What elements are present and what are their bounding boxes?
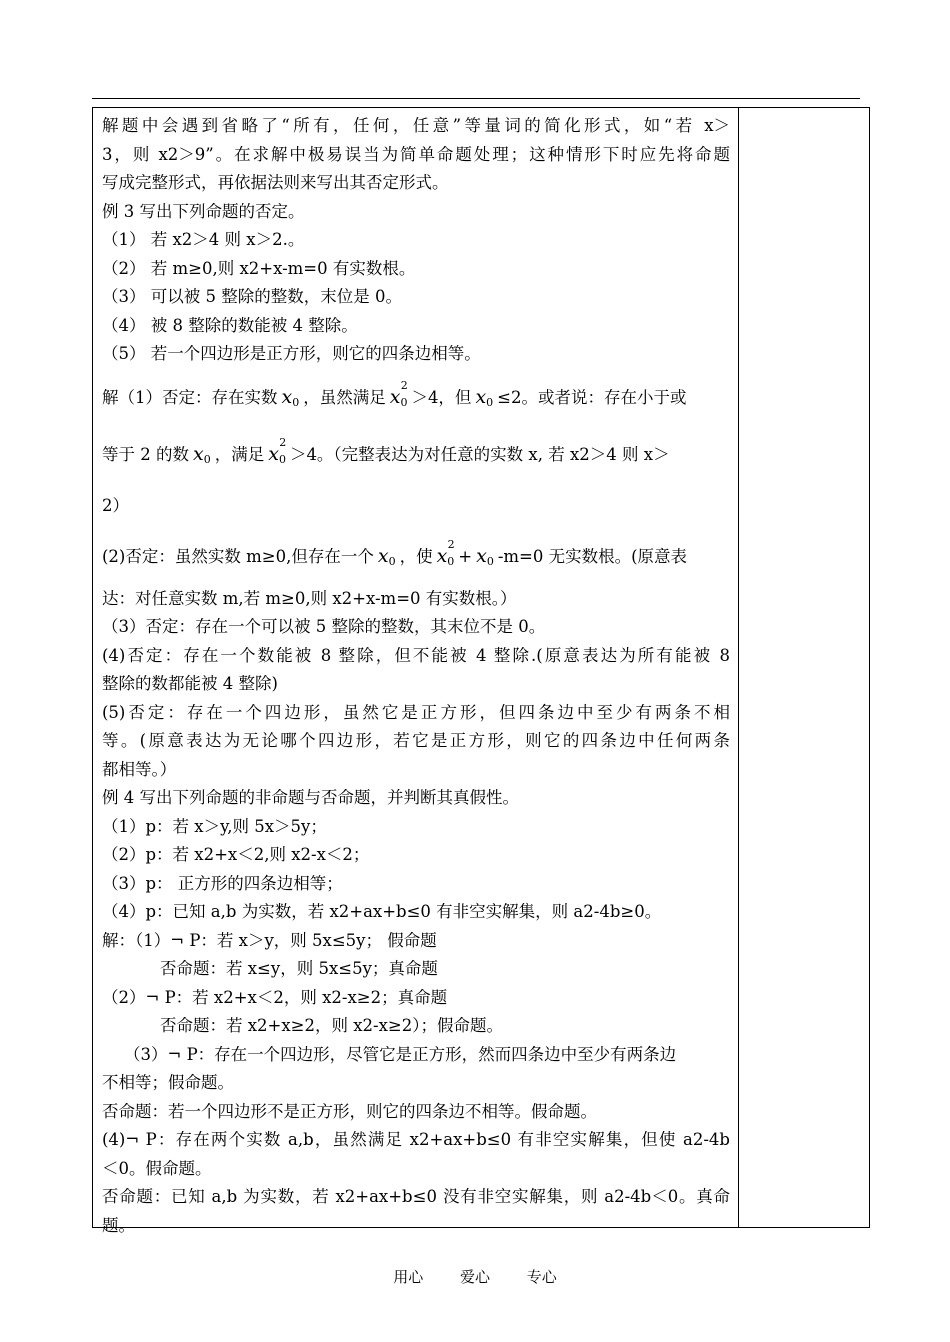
- list-item: （2）p：若 x2+x＜2,则 x2-x＜2；: [102, 845, 370, 864]
- math-var: x: [436, 544, 448, 567]
- text-line: 否命题：若 x≤y，则 5x≤5y；真命题: [160, 959, 438, 978]
- math-sub: 0: [278, 452, 286, 466]
- text-line: 等。(原意表达为无论哪个四边形，若它是正方形，则它的四条边中任何两条: [102, 731, 730, 750]
- text-line: 写成完整形式，再依据法则来写出其否定形式。: [102, 173, 449, 192]
- math-sup: 2: [279, 435, 287, 449]
- x0-squared-formula: [268, 426, 286, 485]
- text-span: ，使: [399, 546, 433, 566]
- text-line: 3，则 x2＞9”。在求解中极易误当为简单命题处理；这种情形下时应先将命题: [102, 144, 730, 164]
- footer-text: 爱心: [459, 1268, 490, 1286]
- text-span: 解（1）否定：存在实数: [102, 387, 278, 407]
- text-line: （3）否定：存在一个可以被 5 整除的整数，其末位不是 0。: [102, 617, 546, 636]
- header-rule: [92, 98, 860, 99]
- text-line: 达：对任意实数 m,若 m≥0,则 x2+x-m=0 有实数根。）: [102, 588, 517, 608]
- text-span: ＞4。（完整表达为对任意的实数 x, 若 x2＞4 则 x＞: [289, 444, 670, 464]
- list-item: （2） 若 m≥0,则 x2+x-m=0 有实数根。: [102, 258, 416, 278]
- text-span: ≤2。或者说：存在小于或: [497, 387, 687, 407]
- text-span: 等于 2 的数: [102, 444, 189, 464]
- text-span: +: [458, 546, 473, 566]
- list-item: （1）p：若 x＞y,则 5x＞5y；: [102, 816, 327, 836]
- list-item: （3）p： 正方形的四条边相等；: [102, 873, 343, 893]
- x0-squared-formula: [437, 528, 455, 587]
- math-sub: 0: [388, 554, 396, 568]
- list-item: （3） 可以被 5 整除的整数，末位是 0。: [102, 287, 402, 306]
- text-line: （3）¬ P：存在一个四边形，尽管它是正方形，然而四条边中至少有两条边: [124, 1044, 677, 1064]
- math-var: x: [476, 544, 487, 567]
- footer-text: 专心: [526, 1268, 557, 1286]
- x0-formula: [476, 528, 494, 587]
- math-var: x: [281, 385, 293, 408]
- text-line: (5)否定：存在一个四边形，虽然它是正方形，但四条边中至少有两条不相: [102, 702, 730, 722]
- math-sub: 0: [203, 452, 211, 466]
- answer-line: [102, 369, 730, 426]
- footer-text: 用心: [393, 1268, 424, 1286]
- x0-formula: [378, 528, 396, 587]
- text-span: ，满足: [214, 444, 265, 464]
- text-span: ＞4，但: [411, 387, 472, 407]
- answer-line: [102, 426, 730, 483]
- text-line: 解题中会遇到省略了“所有，任何，任意”等量词的简化形式，如“若 x＞: [102, 116, 730, 135]
- text-line: 解：（1）¬ P：若 x＞y，则 5x≤5y； 假命题: [102, 930, 437, 950]
- text-span: ，虽然满足: [303, 387, 386, 407]
- text-line: 否命题：若 x2+x≥2，则 x2-x≥2）；假命题。: [160, 1016, 504, 1035]
- x0-formula: [475, 369, 493, 428]
- math-sub: 0: [486, 554, 494, 568]
- example-3-heading: 例 3 写出下列命题的否定。: [102, 201, 305, 221]
- math-var: x: [475, 385, 487, 408]
- page-footer: [0, 1266, 950, 1287]
- text-line: （2）¬ P：若 x2+x＜2，则 x2-x≥2；真命题: [102, 987, 448, 1007]
- list-item: （1） 若 x2＞4 则 x＞2.。: [102, 230, 305, 249]
- math-var: x: [377, 544, 389, 567]
- content-table: [92, 107, 870, 1235]
- math-sub: 0: [447, 554, 455, 568]
- text-line: 整除的数都能被 4 整除): [102, 674, 278, 693]
- list-item: （5） 若一个四边形是正方形，则它的四条边相等。: [102, 344, 481, 363]
- math-sub: 0: [486, 395, 494, 409]
- text-line: 否命题：已知 a,b 为实数，若 x2+ax+b≤0 没有非空实解集，则 a2-4b＜0。真命: [102, 1187, 730, 1206]
- math-sub: 0: [292, 395, 300, 409]
- text-line: 不相等；假命题。: [102, 1073, 234, 1092]
- column-divider: [738, 108, 739, 1227]
- text-line: ＜0。假命题。: [102, 1158, 212, 1178]
- text-span: (2)否定：虽然实数 m≥0,但存在一个: [102, 546, 374, 566]
- text-line: (4)¬ P：存在两个实数 a,b，虽然满足 x2+ax+b≤0 有非空实解集，但使 a2-4b: [102, 1130, 730, 1149]
- x0-formula: [193, 426, 211, 485]
- list-item: （4） 被 8 整除的数能被 4 整除。: [102, 315, 358, 335]
- math-sup: 2: [447, 537, 455, 551]
- text-line: (4)否定：存在一个数能被 8 整除，但不能被 4 整除.(原意表达为所有能被 8: [102, 645, 730, 665]
- text-line: 题。: [102, 1215, 135, 1235]
- math-sub: 0: [400, 395, 408, 409]
- math-sup: 2: [400, 378, 408, 392]
- main-cell: [102, 112, 730, 1240]
- text-line: 2）: [102, 495, 129, 515]
- text-span: -m=0 无实数根。(原意表: [497, 546, 688, 566]
- answer-line: [102, 528, 730, 585]
- x0-squared-formula: [390, 369, 408, 428]
- example-4-heading: 例 4 写出下列命题的非命题与否命题，并判断其真假性。: [102, 788, 519, 807]
- list-item: （4）p：已知 a,b 为实数，若 x2+ax+b≤0 有非空实解集，则 a2-4b≥0。: [102, 902, 662, 921]
- math-var: x: [268, 442, 279, 465]
- math-var: x: [193, 442, 204, 465]
- math-var: x: [389, 385, 401, 408]
- text-line: 否命题：若一个四边形不是正方形，则它的四条边不相等。假命题。: [102, 1101, 597, 1121]
- text-line: 都相等。）: [102, 759, 177, 779]
